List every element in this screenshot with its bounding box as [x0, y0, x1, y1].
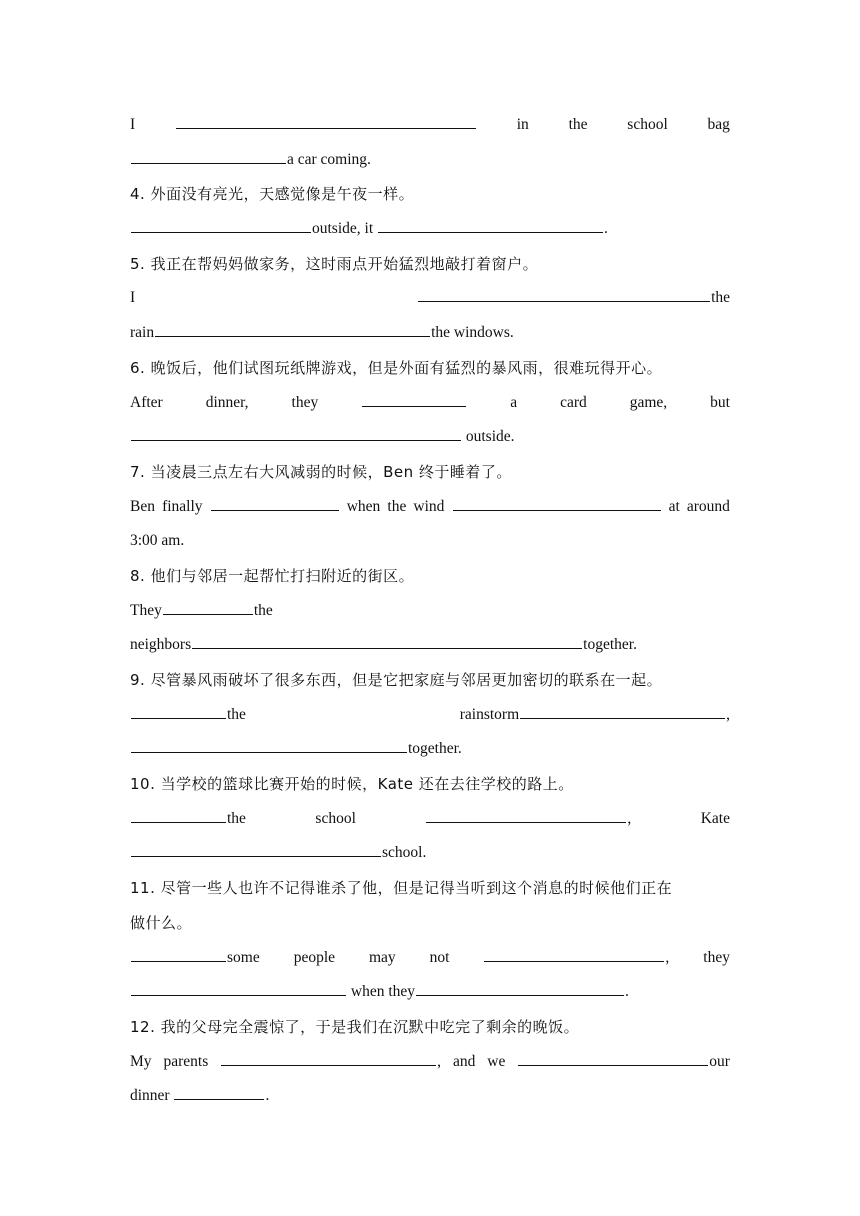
word-group: [487, 1045, 505, 1080]
sentence-text: rain: [130, 324, 155, 342]
sentence-text: outside, it: [312, 220, 378, 238]
sentence-text: the: [253, 601, 273, 619]
sentence-text: outside.: [462, 428, 515, 446]
word-group: [361, 386, 467, 421]
sentence-text: we: [487, 1052, 506, 1070]
sentence-text: .: [265, 1087, 270, 1105]
answer-line: [130, 698, 730, 733]
answer-line: [130, 836, 730, 871]
sentence-text: 3:00 am.: [130, 532, 185, 550]
sentence-text: a car coming.: [287, 150, 371, 168]
word-group: [387, 490, 406, 525]
word-group: [220, 1045, 441, 1080]
answer-line: [130, 594, 730, 629]
answer-blank[interactable]: [211, 493, 339, 510]
question-prompt: 8. 他们与邻居一起帮忙打扫附近的街区。: [130, 566, 415, 585]
word-group: [130, 802, 246, 837]
answer-blank[interactable]: [418, 285, 710, 302]
word-group: [369, 941, 396, 976]
answer-line: [130, 108, 730, 143]
answer-line: [130, 524, 730, 559]
word-group: [413, 490, 444, 525]
question-prompt: 7. 当凌晨三点左右大风减弱的时候，Ben 终于睡着了。: [130, 462, 512, 481]
sentence-text: not: [429, 948, 450, 966]
word-group: [430, 941, 450, 976]
sentence-text: the: [227, 809, 246, 827]
answer-blank[interactable]: [131, 216, 311, 233]
answer-line: [130, 490, 730, 525]
answer-blank[interactable]: [453, 493, 661, 510]
sentence-text: After: [130, 393, 163, 411]
answer-blank[interactable]: [221, 1048, 436, 1065]
word-group: [453, 1045, 475, 1080]
answer-line: [130, 281, 730, 316]
answer-line: [130, 420, 730, 455]
word-group: [517, 108, 529, 143]
answer-line: [130, 1079, 730, 1114]
word-group: [130, 281, 135, 316]
sentence-text: school.: [382, 844, 427, 862]
sentence-text: .: [604, 220, 608, 238]
worksheet: [130, 108, 730, 1114]
question-prompt: 11. 尽管一些人也许不记得谁杀了他，但是记得当听到这个消息的时候他们正在: [130, 879, 673, 898]
answer-blank[interactable]: [131, 701, 226, 718]
answer-line: [130, 143, 730, 178]
word-group: [517, 1045, 730, 1080]
sentence-text: wind: [413, 497, 445, 515]
sentence-text: the: [227, 705, 246, 723]
question-prompt: 6. 晚饭后，他们试图玩纸牌游戏，但是外面有猛烈的暴风雨，很难玩得开心。: [130, 358, 663, 377]
answer-blank[interactable]: [155, 320, 430, 337]
sentence-text: ,: [437, 1052, 442, 1070]
answer-blank[interactable]: [131, 146, 286, 163]
sentence-text: around: [686, 497, 730, 515]
sentence-text: dinner: [130, 1087, 174, 1105]
word-group: [703, 941, 730, 976]
word-group: [175, 108, 477, 143]
sentence-text: neighbors: [130, 636, 192, 654]
word-group: [294, 941, 335, 976]
answer-line: [130, 732, 730, 767]
word-group: [130, 698, 246, 733]
sentence-text: bag: [707, 116, 730, 133]
word-group: [687, 490, 730, 525]
answer-blank[interactable]: [520, 701, 725, 718]
sentence-text: card: [560, 393, 587, 411]
sentence-text: our: [709, 1052, 730, 1070]
word-group: [315, 802, 355, 837]
question-prompt: 5. 我正在帮妈妈做家务，这时雨点开始猛烈地敲打着窗户。: [130, 254, 539, 273]
word-group: [569, 108, 588, 143]
sentence-text: game,: [629, 393, 668, 411]
sentence-text: but: [710, 393, 730, 411]
sentence-text: the: [568, 116, 588, 133]
answer-line: [130, 212, 730, 247]
question-prompt: 9. 尽管暴风雨破坏了很多东西，但是它把家庭与邻居更加密切的联系在一起。: [130, 671, 663, 689]
word-group: [460, 698, 730, 733]
sentence-text: rainstorm: [459, 705, 520, 723]
answer-blank[interactable]: [518, 1048, 708, 1065]
answer-blank[interactable]: [131, 979, 346, 996]
sentence-text: finally: [162, 497, 203, 515]
sentence-text: the: [711, 289, 730, 307]
word-group: [452, 490, 662, 525]
sentence-text: in: [516, 116, 529, 133]
answer-blank[interactable]: [131, 944, 226, 961]
answer-line: [130, 975, 730, 1010]
sentence-text: may: [368, 948, 396, 966]
sentence-text: My: [130, 1052, 152, 1070]
word-group: [627, 108, 667, 143]
answer-blank[interactable]: [174, 1083, 264, 1100]
sentence-text: dinner,: [205, 393, 249, 411]
word-group: [162, 490, 202, 525]
word-group: [510, 386, 517, 421]
word-group: [630, 386, 667, 421]
word-group: [560, 386, 587, 421]
sentence-text: ,: [726, 705, 730, 723]
answer-blank[interactable]: [378, 216, 603, 233]
sentence-text: Ben: [130, 497, 155, 515]
sentence-text: .: [625, 983, 629, 1001]
sentence-text: they: [703, 948, 730, 966]
word-group: [163, 1045, 208, 1080]
word-group: [130, 386, 163, 421]
answer-line: [130, 628, 730, 663]
word-group: [292, 386, 319, 421]
sentence-text: a: [510, 393, 518, 411]
sentence-text: people: [293, 948, 336, 966]
sentence-text: and: [452, 1052, 476, 1070]
answer-blank[interactable]: [176, 112, 476, 129]
answer-blank[interactable]: [192, 632, 582, 649]
word-group: [130, 941, 260, 976]
word-group: [708, 108, 730, 143]
word-group: [710, 386, 730, 421]
answer-line: [130, 941, 730, 976]
sentence-text: the: [387, 497, 407, 515]
sentence-text: some: [227, 948, 260, 966]
sentence-text: at: [668, 497, 680, 515]
answer-line: [130, 1045, 730, 1080]
sentence-text: when they: [347, 983, 416, 1001]
word-group: [701, 802, 730, 837]
sentence-text: school: [315, 809, 356, 827]
answer-blank[interactable]: [484, 944, 664, 961]
answer-blank[interactable]: [131, 840, 381, 857]
sentence-text: they: [291, 393, 319, 411]
sentence-text: ,: [627, 809, 632, 827]
word-group: [130, 108, 135, 143]
answer-blank[interactable]: [131, 805, 226, 822]
word-group: [347, 490, 381, 525]
sentence-text: the windows.: [431, 324, 514, 342]
answer-blank[interactable]: [131, 736, 407, 753]
sentence-text: together.: [583, 636, 637, 654]
word-group: [425, 802, 631, 837]
sentence-text: Kate: [700, 809, 730, 827]
sentence-text: ,: [665, 948, 670, 966]
question-prompt: 10. 当学校的篮球比赛开始的时候，Kate 还在去往学校的路上。: [130, 775, 574, 794]
word-group: [669, 490, 680, 525]
answer-blank[interactable]: [362, 389, 466, 406]
sentence-text: school: [627, 116, 668, 133]
question-prompt: 做什么。: [130, 913, 193, 932]
question-prompt: 12. 我的父母完全震惊了，于是我们在沉默中吃完了剩余的晚饭。: [130, 1017, 580, 1036]
answer-blank[interactable]: [426, 805, 626, 822]
word-group: [210, 490, 340, 525]
question-prompt: 4. 外面没有亮光，天感觉像是午夜一样。: [130, 185, 415, 204]
answer-blank[interactable]: [416, 979, 624, 996]
word-group: [417, 281, 730, 316]
sentence-text: They: [130, 601, 162, 619]
sentence-text: when: [346, 497, 381, 515]
answer-line: [130, 386, 730, 421]
answer-line: [130, 316, 730, 351]
word-group: [206, 386, 249, 421]
answer-blank[interactable]: [131, 424, 461, 441]
sentence-text: parents: [163, 1052, 209, 1070]
word-group: [483, 941, 669, 976]
word-group: [130, 490, 155, 525]
answer-blank[interactable]: [163, 597, 253, 614]
answer-line: [130, 802, 730, 837]
sentence-text: I: [130, 116, 136, 133]
sentence-text: I: [130, 289, 136, 307]
word-group: [130, 1045, 152, 1080]
sentence-text: together.: [408, 740, 462, 758]
